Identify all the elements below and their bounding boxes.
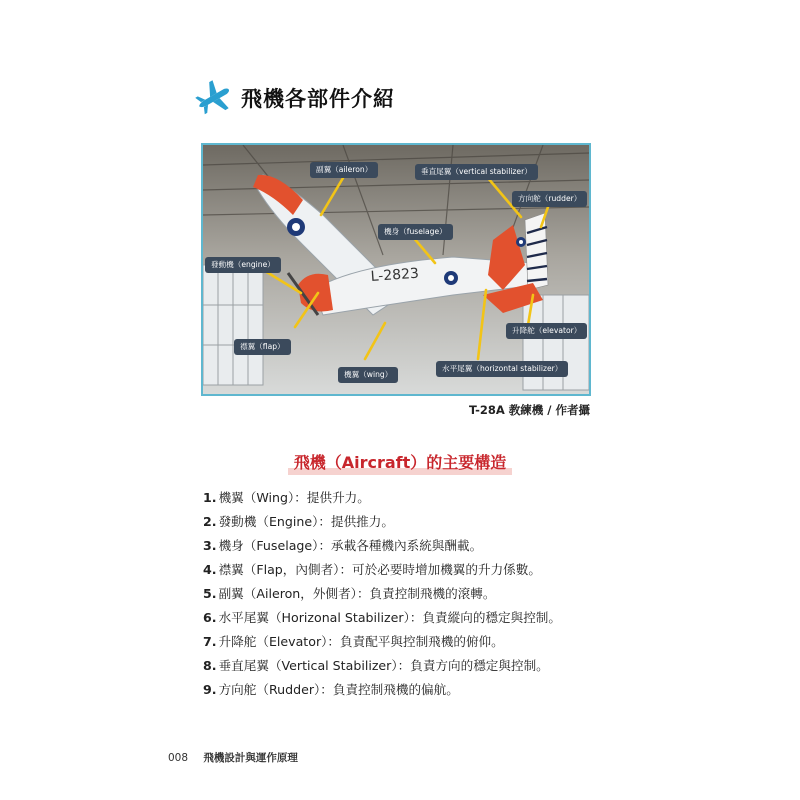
page-footer [168, 750, 298, 765]
callout-fuselage: 機身（fuselage） [378, 224, 453, 240]
list-item [203, 654, 561, 678]
tail-number: L-2823 [370, 265, 420, 285]
item-text: 機翼（Wing）：提供升力。 [218, 490, 370, 505]
item-number: 5. [203, 586, 217, 601]
item-text: 襟翼（Flap，內側者）：可於必要時增加機翼的升力係數。 [218, 562, 541, 577]
section-heading-row [0, 450, 800, 475]
list-item [203, 630, 561, 654]
callout-flap: 襟翼（flap） [234, 339, 291, 355]
section-heading: 飛機（Aircraft）的主要構造 [288, 450, 513, 475]
list-item [203, 486, 561, 510]
item-text: 發動機（Engine）：提供推力。 [218, 514, 394, 529]
aircraft-photo [201, 143, 591, 396]
book-title: 飛機設計與運作原理 [203, 752, 298, 764]
callout-elevator: 升降舵（elevator） [506, 323, 587, 339]
item-number: 1. [203, 490, 217, 505]
item-text: 副翼（Aileron，外側者）：負責控制飛機的滾轉。 [218, 586, 496, 601]
item-number: 4. [203, 562, 217, 577]
list-item [203, 606, 561, 630]
callout-rudder: 方向舵（rudder） [512, 191, 587, 207]
item-text: 升降舵（Elevator）：負責配平與控制飛機的俯仰。 [218, 634, 504, 649]
page-title: 飛機各部件介紹 [241, 87, 395, 111]
item-number: 3. [203, 538, 217, 553]
page-number: 008 [168, 752, 189, 764]
item-text: 方向舵（Rudder）：負責控制飛機的偏航。 [218, 682, 459, 697]
structure-list [203, 486, 561, 702]
item-text: 垂直尾翼（Vertical Stabilizer）：負責方向的穩定與控制。 [218, 658, 549, 673]
item-number: 8. [203, 658, 217, 673]
item-number: 9. [203, 682, 217, 697]
list-item [203, 534, 561, 558]
item-number: 7. [203, 634, 217, 649]
photo-caption: T-28A 教練機 / 作者攝 [468, 403, 590, 417]
list-item [203, 558, 561, 582]
callout-aileron: 副翼（aileron） [310, 162, 378, 178]
title-row [195, 78, 395, 118]
item-number: 6. [203, 610, 217, 625]
item-text: 水平尾翼（Horizonal Stabilizer）：負責縱向的穩定與控制。 [218, 610, 561, 625]
list-item [203, 582, 561, 606]
list-item [203, 510, 561, 534]
list-item [203, 678, 561, 702]
airplane-icon [195, 79, 233, 117]
item-text: 機身（Fuselage）：承載各種機內系統與酬載。 [218, 538, 483, 553]
callout-horizontal-stabilizer: 水平尾翼（horizontal stabilizer） [436, 361, 568, 377]
item-number: 2. [203, 514, 217, 529]
callout-engine: 發動機（engine） [205, 257, 281, 273]
callout-wing: 機翼（wing） [338, 367, 398, 383]
callout-vertical-stabilizer: 垂直尾翼（vertical stabilizer） [415, 164, 538, 180]
